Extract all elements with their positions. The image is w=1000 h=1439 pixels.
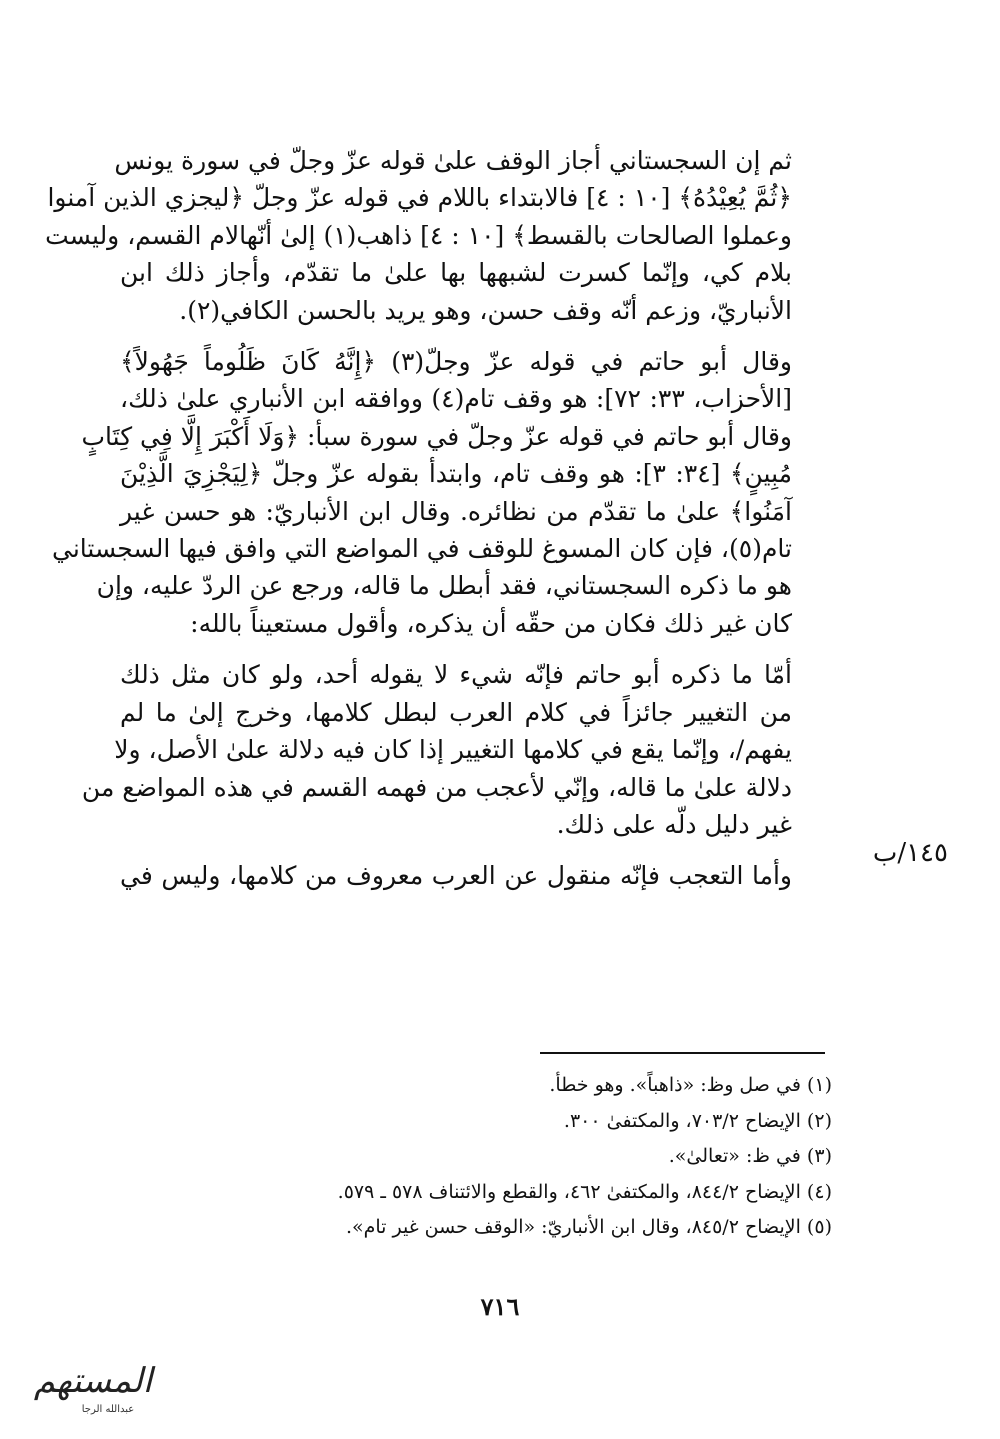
footnote-divider [540,1052,825,1054]
paragraph-2 [52,343,832,642]
footnote-item: (٤) الإيضاح ٨٤٤/٢، والمكتفىٰ ٤٦٢، والقطع والائتناف ٥٧٨ ـ ٥٧٩. [337,1180,832,1203]
text-line: ﴿ثُمَّ يُعِيْدُهُ﴾ [١٠ : ٤] فالابتداء باللام في قوله عزّ وجلّ ﴿ليجزي الذين آمنوا [47,183,792,213]
text-line: وأما التعجب فإنّه منقول عن العرب معروف من كلامها، وليس في [120,861,792,891]
watermark-text: المستهم [33,1361,153,1401]
text-line: وعملوا الصالحات بالقسط﴾ [١٠ : ٤] ذاهب(١) إلىٰ أنّهالام القسم، وليست [45,220,792,250]
page-number: ٧١٦ [480,1292,520,1321]
paragraph-3 [81,656,832,843]
text-line: الأنباريّ، وزعم أنّه وقف حسن، وهو يريد بالحسن الكافي(٢). [179,295,792,325]
footnote-item: (٣) في ظ: «تعالىٰ». [668,1145,832,1167]
text-line: أمّا ما ذكره أبو حاتم فإنّه شيء لا يقوله أحد، ولو كان مثل ذلك [120,660,792,690]
folio-margin-note: ١٤٥/ب [872,838,948,868]
text-line: هو ما ذكره السجستاني، فقد أبطل ما قاله، ورجع عن الردّ عليه، وإن [96,571,792,601]
text-line: بلام كي، وإنّما كسرت لشبهها بها علىٰ ما تقدّم، وأجاز ذلك ابن [120,258,792,288]
watermark-logo [8,1350,178,1420]
text-line: ثم إن السجستاني أجاز الوقف علىٰ قوله عزّ وجلّ في سورة يونس [114,146,792,175]
text-line: مُبِينٍ﴾ [٣٤: ٣]: هو وقف تام، وابتدأ بقوله عزّ وجلّ ﴿لِيَجْزِيَ الَّذِيْنَ [120,459,793,489]
footnote-item: (٥) الإيضاح ٨٤٥/٢، وقال ابن الأنباريّ: «الوقف حسن غير تام». [345,1216,832,1238]
text-line: غير دليل دلّه على ذلك. [556,809,792,839]
text-line: كان غير ذلك فكان من حقّه أن يذكره، وأقول مستعيناً بالله: [190,608,792,638]
text-line: يفهم/، وإنّما يقع في كلامها التغيير إذا كان فيه دلالة علىٰ الأصل، ولا [114,735,792,765]
paragraph-1 [45,142,832,329]
text-line: [الأحزاب، ٣٣: ٧٢]: هو وقف تام(٤) ووافقه ابن الأنباري علىٰ ذلك، [120,384,793,414]
footnote-item: (٢) الإيضاح ٧٠٣/٢، والمكتفىٰ ٣٠٠. [563,1109,832,1132]
text-line: من التغيير جائزاً في كلام العرب لبطل كلامها، وخرج إلىٰ ما لم [120,697,792,727]
paragraph-4 [120,857,832,894]
text-line: وقال أبو حاتم في قوله عزّ وجلّ(٣) ﴿إِنَّهُ كَانَ ظَلُوماً جَهُولاً﴾ [120,347,792,377]
watermark-small-text: عبدالله الرجا [81,1404,135,1415]
main-text [45,142,832,909]
text-line: آمَنُوا﴾ علىٰ ما تقدّم من نظائره. وقال ابن الأنباريّ: هو حسن غير [120,496,792,526]
footnotes [200,1068,832,1246]
text-line: دلالة علىٰ ما قاله، وإنّي لأعجب من فهمه القسم في هذه المواضع من [81,772,792,802]
footnote-item: (١) في صل وظ: «ذاهباً». وهو خطأ. [549,1074,832,1096]
text-line: وقال أبو حاتم في قوله عزّ وجلّ في سورة سبأ: ﴿وَلَا أَكْبَرَ إِلَّا فِي كِتَابٍ [81,421,792,451]
text-line: تام(٥)، فإن كان المسوغ للوقف في المواضع التي وافق فيها السجستاني [52,534,792,564]
